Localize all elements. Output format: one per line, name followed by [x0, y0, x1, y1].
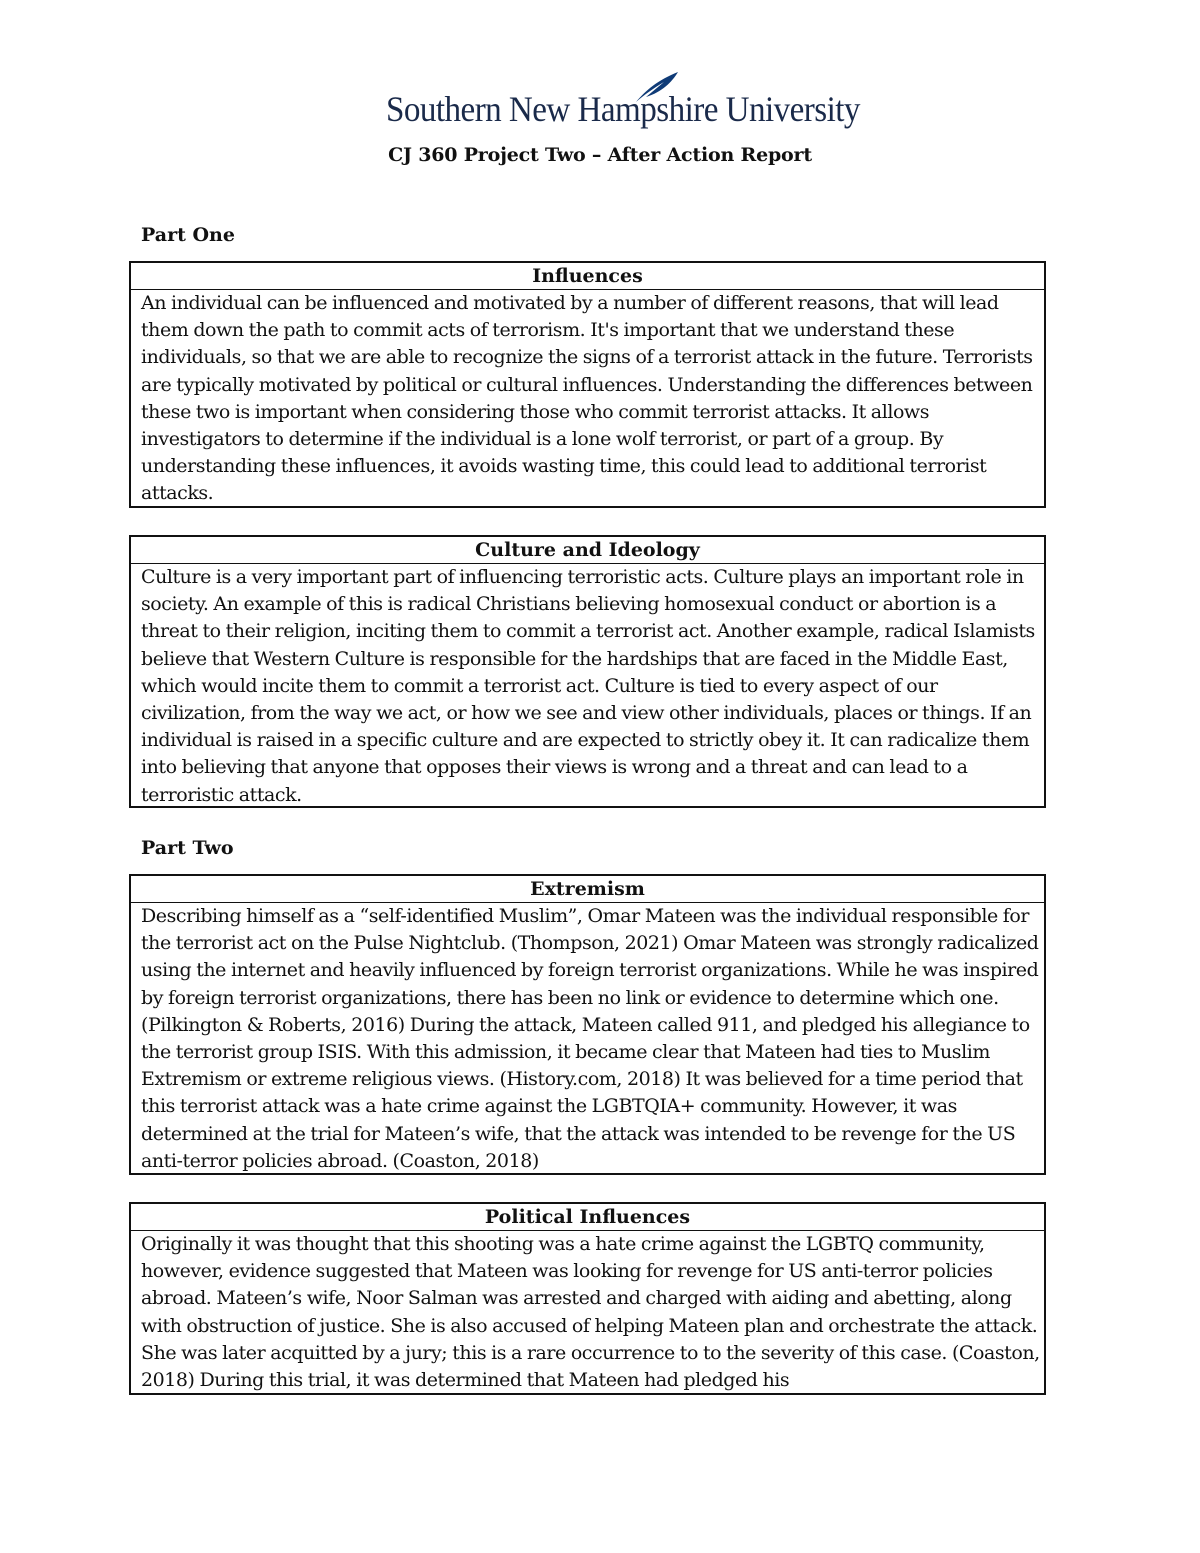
- influences-section: [129, 261, 1046, 508]
- feather-icon: [632, 70, 682, 104]
- section-title: Culture and Ideology: [131, 537, 1044, 564]
- section-body: Originally it was thought that this shooting was a hate crime against the LGBTQ community, however, evidence suggested that Mateen was looking for revenge for US anti-terror policies abroad. Mateen’s wife, Noor Salman was arrested and charged with aiding and abetting, along with obstruction of justice. She is also accused of helping Mateen plan and orchestrate the attack. She was later acquitted by a jury; this is a rare occurrence to to the severity of this case. (Coaston, 2018) During this trial, it was determined that Mateen had pledged his: [141, 1233, 1040, 1392]
- extremism-section: [129, 874, 1046, 1175]
- section-body: Culture is a very important part of influencing terroristic acts. Culture plays an important role in society. An example of this is radical Christians believing homosexual conduct or abortion is a threat to their religion, inciting them to commit a terrorist act. Another example, radical Islamists believe that Western Culture is responsible for the hardships that are faced in the Middle East, which would incite them to commit a terrorist act. Culture is tied to every aspect of our civilization, from the way we act, or how we see and view other individuals, places or things. If an individual is raised in a specific culture and are expected to strictly obey it. It can radicalize them into believing that anyone that opposes their views is wrong and a threat and can lead to a terroristic attack.: [141, 566, 1035, 806]
- part-one-heading: Part One: [141, 224, 235, 246]
- culture-ideology-section: [129, 535, 1046, 808]
- section-title: Influences: [131, 263, 1044, 290]
- political-influences-section: [129, 1202, 1046, 1395]
- section-body: An individual can be influenced and motivated by a number of different reasons, that will lead them down the path to commit acts of terrorism. It's important that we understand these individuals, so that we are able to recognize the signs of a terrorist attack in the future. Terrorists are typically motivated by political or cultural influences. Understanding the differences between these two is important when considering those who commit terrorist attacks. It allows investigators to determine if the individual is a lone wolf terrorist, or part of a group. By understanding these influences, it avoids wasting time, this could lead to additional terrorist attacks.: [141, 292, 1033, 505]
- logo-wordmark: Southern New Hampshire University: [386, 89, 860, 129]
- section-title: Political Influences: [131, 1204, 1044, 1231]
- document-title: CJ 360 Project Two – After Action Report: [388, 144, 812, 166]
- university-logo: [386, 70, 860, 134]
- section-title: Extremism: [131, 876, 1044, 903]
- part-two-heading: Part Two: [141, 837, 234, 859]
- section-body: Describing himself as a “self-identified Muslim”, Omar Mateen was the individual responsible for the terrorist act on the Pulse Nightclub. (Thompson, 2021) Omar Mateen was strongly radicalized using the internet and heavily influenced by foreign terrorist organizations. While he was inspired by foreign terrorist organizations, there has been no link or evidence to determine which one. (Pilkington & Roberts, 2016) During the attack, Mateen called 911, and pledged his allegiance to the terrorist group ISIS. With this admission, it became clear that Mateen had ties to Muslim Extremism or extreme religious views. (History.com, 2018) It was believed for a time period that this terrorist attack was a hate crime against the LGBTQIA+ community. However, it was determined at the trial for Mateen’s wife, that the attack was intended to be revenge for the US anti-terror policies abroad. (Coaston, 2018): [141, 905, 1039, 1172]
